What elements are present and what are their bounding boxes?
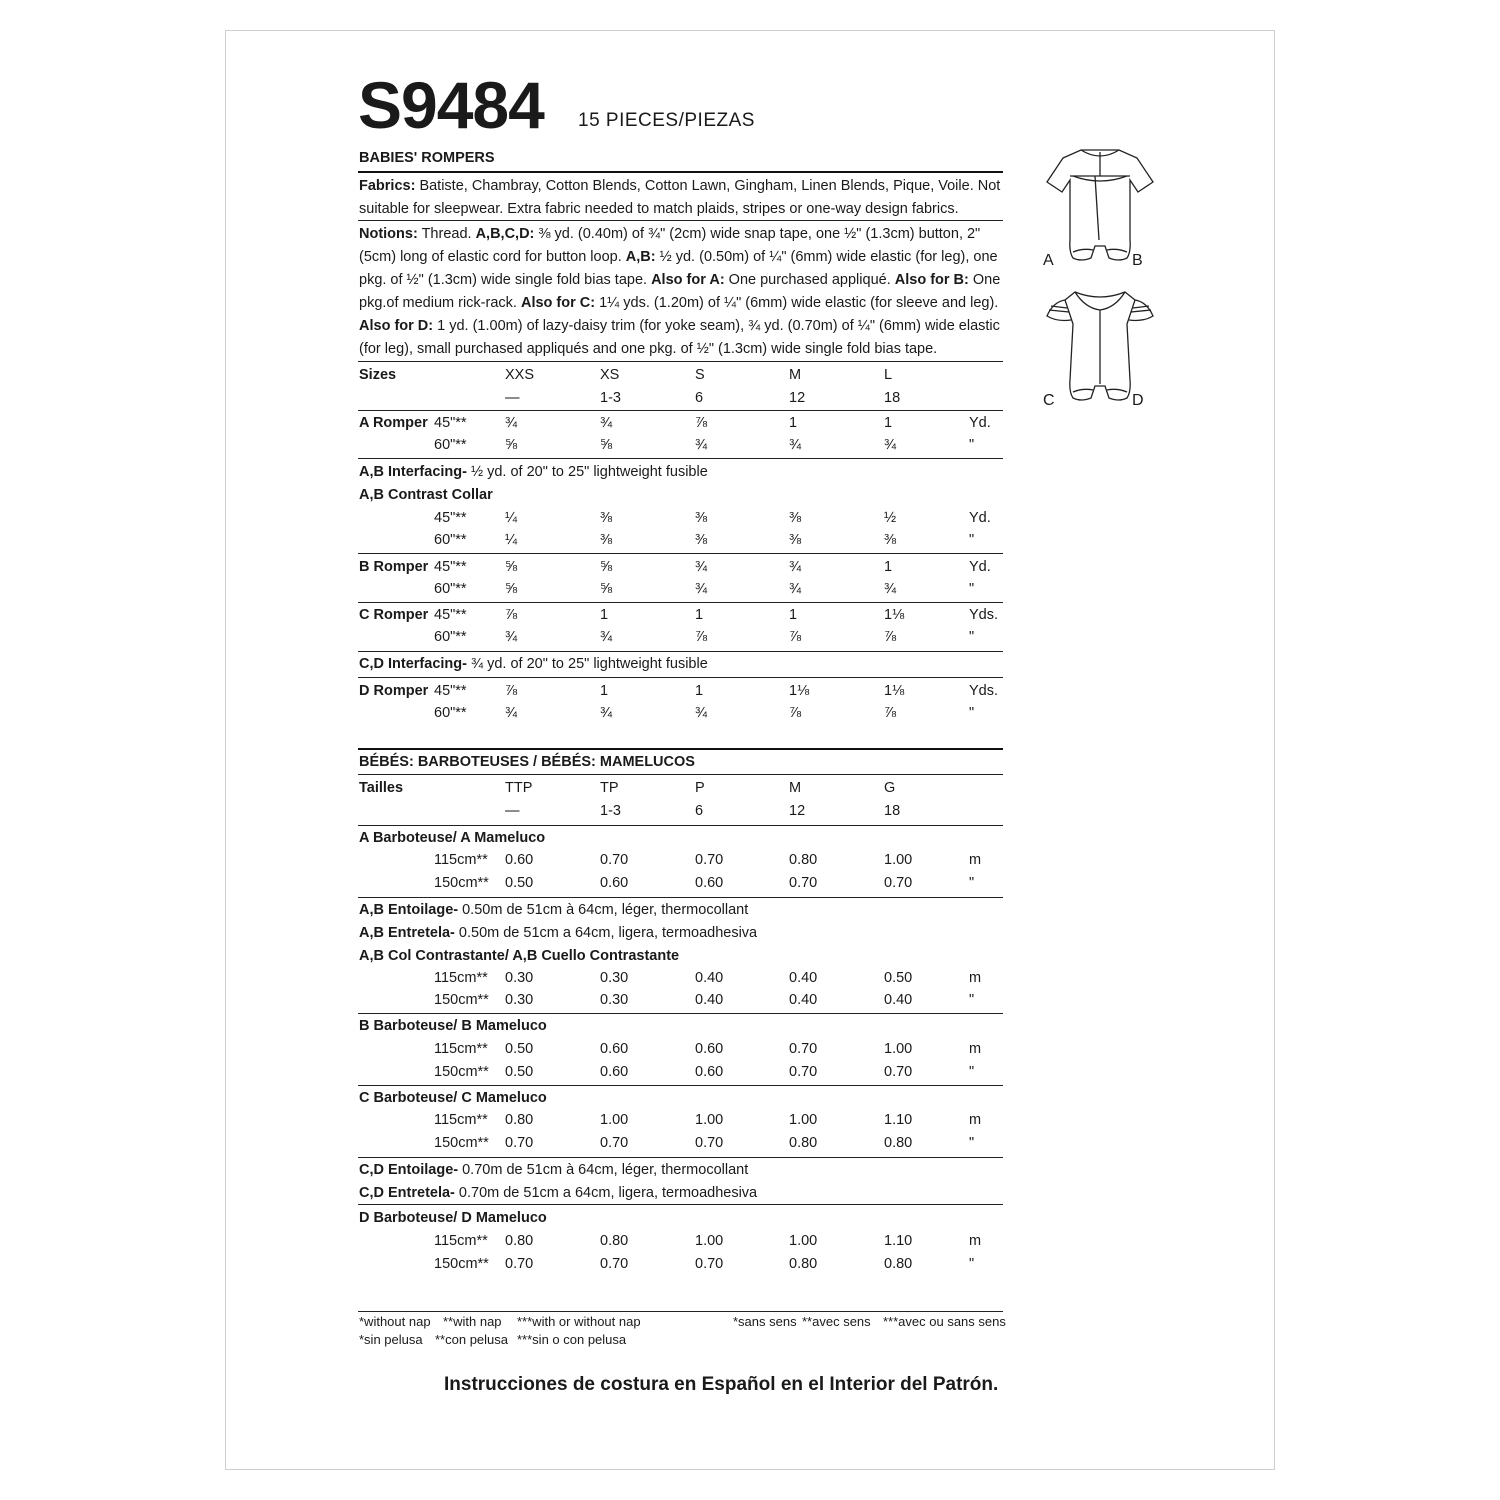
unit: ": [969, 532, 975, 548]
table-row: [359, 1135, 1003, 1157]
notion-text: Thread.: [417, 226, 476, 242]
yardage-value: ⅜: [600, 532, 613, 548]
entoilage-text: 0.50m de 51cm à 64cm, léger, thermocollant: [458, 902, 749, 918]
unit: m: [969, 1041, 982, 1057]
yardage-value: 1.10: [884, 1112, 913, 1128]
size-name: XS: [600, 367, 620, 383]
view-label-b: B: [1132, 252, 1143, 269]
row-label: B Romper: [359, 559, 429, 575]
yardage-value: 0.50: [884, 970, 913, 986]
yardage-value: ⅞: [695, 629, 708, 645]
footnote-es: ***sin o con pelusa: [517, 1332, 627, 1347]
notion-view-label: A,B:: [625, 249, 656, 265]
yardage-value: ¾: [695, 559, 708, 575]
yardage-value: ⅝: [600, 437, 613, 453]
unit: ": [969, 1135, 975, 1151]
yardage-value: ⅝: [600, 559, 613, 575]
yardage-value: 0.70: [600, 852, 629, 868]
footnote-fr: *sans sens: [733, 1314, 797, 1329]
yardage-value: 0.80: [789, 1256, 818, 1272]
fabric-width: 115cm**: [434, 970, 488, 986]
footnote-en: ***with or without nap: [517, 1314, 641, 1329]
fabric-width: 45"**: [434, 415, 467, 431]
notion-text: One purchased appliqué.: [724, 272, 895, 288]
yardage-value: ⅞: [695, 415, 708, 431]
fabric-width: 45"**: [434, 510, 467, 526]
yardage-value: 0.50: [505, 1041, 534, 1057]
yardage-value: 0.60: [695, 1041, 724, 1057]
size-name: M: [789, 780, 802, 796]
yardage-value: ⅝: [600, 581, 613, 597]
divider: [358, 458, 1003, 459]
divider: [358, 1157, 1003, 1158]
table-row: [359, 683, 1003, 705]
yardage-value: 0.30: [505, 970, 534, 986]
size-number: 6: [695, 390, 704, 406]
divider: [358, 897, 1003, 898]
sizes-label: Tailles: [359, 780, 404, 796]
yardage-value: ⅜: [789, 510, 802, 526]
footnote-fr: ***avec ou sans sens: [883, 1314, 1006, 1329]
notion-text: ½ yd. (0.50m) of ¼" (6mm) wide elastic (for leg), one pkg. of ½" (1.3cm) wide single fold bias tape.: [359, 249, 998, 288]
yardage-value: ¾: [600, 629, 613, 645]
divider: [358, 677, 1003, 678]
divider: [358, 361, 1003, 362]
cd-entoilage-line: [359, 1159, 1003, 1182]
yardage-value: ¾: [505, 415, 518, 431]
fabric-width: 150cm**: [434, 992, 489, 1008]
yardage-value: ¾: [884, 437, 897, 453]
yardage-value: 0.70: [789, 875, 818, 891]
unit: ": [969, 437, 975, 453]
table-row: [359, 629, 1003, 651]
footnote-en: **with nap: [443, 1314, 502, 1329]
fabric-width: 115cm**: [434, 852, 488, 868]
table-row: [359, 1064, 1003, 1086]
yardage-value: 1.00: [695, 1233, 724, 1249]
sizes-sub-row: [359, 803, 1003, 825]
entretela-label: C,D Entretela-: [359, 1185, 455, 1201]
unit: Yd.: [969, 559, 991, 575]
yardage-value: ⅞: [505, 683, 518, 699]
yardage-value: 1: [695, 607, 704, 623]
table-row: [359, 437, 1003, 459]
yardage-value: 0.70: [505, 1135, 534, 1151]
yardage-value: 0.70: [789, 1041, 818, 1057]
yardage-value: 1.10: [884, 1233, 913, 1249]
view-a-label: A Barboteuse/ A Mameluco: [359, 830, 546, 846]
yardage-value: 1.00: [695, 1112, 724, 1128]
view-label-d: D: [1132, 392, 1144, 409]
fabric-width: 150cm**: [434, 875, 489, 891]
yardage-value: 1: [884, 415, 893, 431]
table-row: [359, 970, 1003, 992]
yardage-value: 0.70: [695, 852, 724, 868]
yardage-value: ⅞: [505, 607, 518, 623]
yardage-value: ¾: [789, 437, 802, 453]
unit: ": [969, 629, 975, 645]
yardage-value: ⅞: [789, 629, 802, 645]
yardage-value: 0.70: [600, 1256, 629, 1272]
entoilage-label: A,B Entoilage-: [359, 902, 459, 918]
unit: ": [969, 875, 975, 891]
unit: m: [969, 852, 982, 868]
yardage-value: 0.50: [505, 875, 534, 891]
table-row: [359, 992, 1003, 1014]
yardage-value: ⅝: [505, 559, 518, 575]
yardage-value: 1⅛: [884, 683, 905, 699]
table-row: [359, 581, 1003, 603]
notion-view-label: A,B,C,D:: [475, 226, 535, 242]
size-name: G: [884, 780, 896, 796]
yardage-value: ¾: [789, 581, 802, 597]
interfacing-text: ½ yd. of 20" to 25" lightweight fusible: [466, 464, 708, 480]
divider: [358, 825, 1003, 826]
yardage-value: 0.60: [695, 1064, 724, 1080]
yardage-value: 0.60: [600, 875, 629, 891]
sizes-row: [359, 780, 1003, 802]
size-name: S: [695, 367, 705, 383]
romper-view-ab-drawing: [1035, 140, 1165, 270]
unit: Yds.: [969, 683, 999, 699]
yardage-value: 0.70: [884, 1064, 913, 1080]
fabric-width: 115cm**: [434, 1112, 488, 1128]
yardage-value: ¾: [695, 437, 708, 453]
yardage-value: 0.40: [789, 992, 818, 1008]
entoilage-text: 0.70m de 51cm à 64cm, léger, thermocollant: [458, 1162, 749, 1178]
yardage-value: 1.00: [789, 1233, 818, 1249]
yardage-value: ⅞: [789, 705, 802, 721]
table-row: [359, 1233, 1003, 1255]
table-row: [359, 705, 1003, 727]
divider: [358, 1085, 1003, 1086]
fabric-width: 150cm**: [434, 1135, 489, 1151]
fabric-width: 60"**: [434, 629, 467, 645]
notion-text: 1¼ yds. (1.20m) of ¼" (6mm) wide elastic (for sleeve and leg).: [595, 295, 999, 311]
interfacing-text: ¾ yd. of 20" to 25" lightweight fusible: [466, 656, 708, 672]
yardage-value: 1.00: [884, 1041, 913, 1057]
view-b-label: B Barboteuse/ B Mameluco: [359, 1018, 547, 1034]
size-number: —: [505, 803, 520, 819]
table-row: [359, 1041, 1003, 1063]
yardage-value: ½: [884, 510, 897, 526]
table-row: [359, 559, 1003, 581]
divider: [358, 1311, 1003, 1312]
yardage-value: 0.70: [695, 1256, 724, 1272]
size-name: M: [789, 367, 802, 383]
unit: m: [969, 1233, 982, 1249]
divider: [358, 410, 1003, 411]
size-number: 18: [884, 803, 901, 819]
yardage-value: ⅜: [789, 532, 802, 548]
yardage-value: ¾: [505, 705, 518, 721]
yardage-value: 1.00: [600, 1112, 629, 1128]
entretela-text: 0.50m de 51cm a 64cm, ligera, termoadhesiva: [454, 925, 758, 941]
notion-text: 1 yd. (1.00m) of lazy-daisy trim (for yoke seam), ¾ yd. (0.70m) of ¼" (6mm) wide elastic (for leg), small purchased appliqués and one pkg. of ½" (1.3cm) wide single fold bias tape.: [359, 318, 1000, 357]
yardage-value: ¼: [505, 510, 518, 526]
yardage-value: ¼: [505, 532, 518, 548]
divider: [358, 748, 1003, 750]
size-number: 1-3: [600, 803, 621, 819]
unit: ": [969, 1256, 975, 1272]
view-label-c: C: [1043, 392, 1055, 409]
yardage-value: 0.40: [789, 970, 818, 986]
ab-entoilage-line: [359, 899, 1003, 922]
table-row: [359, 510, 1003, 532]
yardage-value: 0.80: [884, 1256, 913, 1272]
unit: Yd.: [969, 415, 991, 431]
entretela-text: 0.70m de 51cm a 64cm, ligera, termoadhesiva: [454, 1185, 758, 1201]
yardage-value: ⅞: [884, 629, 897, 645]
yardage-value: 0.80: [600, 1233, 629, 1249]
unit: ": [969, 992, 975, 1008]
notion-view-label: Also for B:: [894, 272, 969, 288]
english-title: BABIES' ROMPERS: [359, 150, 495, 166]
yardage-value: 0.50: [505, 1064, 534, 1080]
sizes-row: [359, 367, 1003, 389]
sizes-label: Sizes: [359, 367, 397, 383]
footnote-fr: **avec sens: [802, 1314, 871, 1329]
notion-view-label: Also for C:: [520, 295, 596, 311]
notions-text: Notions: Thread. A,B,C,D: ⅜ yd. (0.40m) of ¾" (2cm) wide snap tape, one ½" (1.3cm) button, 2" (5cm) long of elastic cord for button loop. A,B: ½ yd. (0.50m) of ¼" (6mm) wide elastic (for leg), one pkg. of ½" (1.3cm) wide single fold bias tape. Also for A: One purchased appliqué. Also for B: One pkg.of medium rick-rack. Also for C: 1¼ yds. (1.20m) of ¼" (6mm) wide elastic (for sleeve and leg). Also for D: 1 yd. (1.00m) of lazy-daisy trim (for yoke seam), ¾ yd. (0.70m) of ¼" (6mm) wide elastic (for leg), small purchased appliqués and one pkg. of ½" (1.3cm) wide single fold bias tape.: [359, 226, 1001, 357]
size-name: TTP: [505, 780, 533, 796]
size-name: XXS: [505, 367, 535, 383]
yardage-value: 0.70: [600, 1135, 629, 1151]
ab-interfacing-line: [359, 461, 1003, 484]
yardage-value: ¾: [695, 705, 708, 721]
divider: [358, 602, 1003, 603]
yardage-value: 0.40: [695, 970, 724, 986]
yardage-value: 0.70: [884, 875, 913, 891]
yardage-value: 1: [789, 415, 798, 431]
table-row: [359, 415, 1003, 437]
yardage-value: 0.80: [884, 1135, 913, 1151]
yardage-value: ⅝: [505, 581, 518, 597]
sizes-sub-row: [359, 390, 1003, 412]
metric-title: BÉBÉS: BARBOTEUSES / BÉBÉS: MAMELUCOS: [359, 754, 695, 770]
divider: [358, 774, 1003, 775]
yardage-value: 1⅛: [884, 607, 905, 623]
unit: ": [969, 705, 975, 721]
yardage-value: ¾: [789, 559, 802, 575]
spanish-instructions-note: Instrucciones de costura en Español en el Interior del Patrón.: [444, 1374, 999, 1395]
yardage-value: 1: [789, 607, 798, 623]
entoilage-label: C,D Entoilage-: [359, 1162, 459, 1178]
yardage-value: ⅜: [695, 532, 708, 548]
yardage-value: 1.00: [884, 852, 913, 868]
row-label: C Romper: [359, 607, 429, 623]
pattern-number: S9484: [358, 68, 544, 142]
unit: Yd.: [969, 510, 991, 526]
piece-count: 15 PIECES/PIEZAS: [578, 110, 755, 131]
entretela-label: A,B Entretela-: [359, 925, 455, 941]
divider: [358, 553, 1003, 554]
table-row: [359, 532, 1003, 554]
unit: ": [969, 581, 975, 597]
divider: [358, 1204, 1003, 1205]
fabric-width: 150cm**: [434, 1064, 489, 1080]
footnote-es: **con pelusa: [435, 1332, 508, 1347]
yardage-value: 0.80: [789, 852, 818, 868]
yardage-value: 0.80: [505, 1233, 534, 1249]
size-number: 12: [789, 390, 806, 406]
yardage-value: ¾: [884, 581, 897, 597]
ab-contrast-collar-label: A,B Contrast Collar: [359, 487, 493, 503]
yardage-value: 0.40: [695, 992, 724, 1008]
ab-col-label: A,B Col Contrastante/ A,B Cuello Contrastante: [359, 948, 680, 964]
row-label: A Romper: [359, 415, 428, 431]
size-number: 6: [695, 803, 704, 819]
yardage-value: ¾: [505, 629, 518, 645]
size-name: P: [695, 780, 705, 796]
yardage-value: 0.60: [600, 1041, 629, 1057]
yardage-value: 0.60: [505, 852, 534, 868]
fabric-width: 45"**: [434, 559, 467, 575]
yardage-value: ⅞: [884, 705, 897, 721]
yardage-value: ⅝: [505, 437, 518, 453]
view-c-label: C Barboteuse/ C Mameluco: [359, 1090, 547, 1106]
fabric-width: 115cm**: [434, 1233, 488, 1249]
yardage-value: ⅜: [695, 510, 708, 526]
romper-view-cd-drawing: [1035, 280, 1165, 410]
size-number: 12: [789, 803, 806, 819]
yardage-value: 1: [600, 683, 609, 699]
yardage-value: 0.70: [695, 1135, 724, 1151]
footnote-es: *sin pelusa: [359, 1332, 423, 1347]
yardage-value: ¾: [695, 581, 708, 597]
table-row: [359, 607, 1003, 629]
yardage-value: 0.40: [884, 992, 913, 1008]
view-d-label: D Barboteuse/ D Mameluco: [359, 1210, 547, 1226]
cd-entretela-line: [359, 1182, 1003, 1205]
yardage-value: 0.80: [505, 1112, 534, 1128]
yardage-value: 0.60: [600, 1064, 629, 1080]
cd-interfacing-line: [359, 653, 1003, 676]
size-number: —: [505, 390, 520, 406]
yardage-value: 0.80: [789, 1135, 818, 1151]
ab-entretela-line: [359, 922, 1003, 945]
yardage-value: 1: [695, 683, 704, 699]
view-label-a: A: [1043, 252, 1054, 269]
yardage-value: 0.30: [505, 992, 534, 1008]
yardage-value: ⅜: [600, 510, 613, 526]
yardage-value: 1⅛: [789, 683, 810, 699]
size-name: TP: [600, 780, 619, 796]
row-label: D Romper: [359, 683, 429, 699]
unit: m: [969, 970, 982, 986]
fabric-width: 60"**: [434, 705, 467, 721]
fabric-width: 45"**: [434, 607, 467, 623]
fabric-width: 60"**: [434, 437, 467, 453]
yardage-value: 1.00: [789, 1112, 818, 1128]
yardage-value: 1: [884, 559, 893, 575]
size-name: L: [884, 367, 893, 383]
notion-text: One pkg.of medium rick-rack.: [359, 272, 1001, 311]
table-row: [359, 852, 1003, 874]
unit: Yds.: [969, 607, 999, 623]
yardage-value: 1: [600, 607, 609, 623]
fabric-width: 60"**: [434, 532, 467, 548]
divider: [358, 651, 1003, 652]
table-row: [359, 1256, 1003, 1278]
yardage-value: 0.30: [600, 992, 629, 1008]
fabric-width: 115cm**: [434, 1041, 488, 1057]
interfacing-label: C,D Interfacing-: [359, 656, 467, 672]
fabric-width: 150cm**: [434, 1256, 489, 1272]
yardage-value: ¾: [600, 705, 613, 721]
unit: m: [969, 1112, 982, 1128]
yardage-value: ¾: [600, 415, 613, 431]
notion-text: ⅜ yd. (0.40m) of ¾" (2cm) wide snap tape, one ½" (1.3cm) button, 2" (5cm) long of elastic cord for button loop.: [359, 226, 981, 265]
fabrics-text: Fabrics: Batiste, Chambray, Cotton Blends, Cotton Lawn, Gingham, Linen Blends, Pique, Voile. Not suitable for sleepwear. Extra fabric needed to match plaids, stripes or one-way design fabrics.: [359, 178, 1001, 217]
interfacing-label: A,B Interfacing-: [359, 464, 467, 480]
size-number: 1-3: [600, 390, 621, 406]
yardage-value: 0.30: [600, 970, 629, 986]
divider: [358, 171, 1003, 173]
notion-view-label: Also for A:: [651, 272, 725, 288]
table-row: [359, 875, 1003, 897]
yardage-value: 0.60: [695, 875, 724, 891]
yardage-value: 0.70: [789, 1064, 818, 1080]
divider: [358, 220, 1003, 221]
table-row: [359, 1112, 1003, 1134]
yardage-value: 0.70: [505, 1256, 534, 1272]
notion-view-label: Also for D:: [359, 318, 434, 334]
yardage-value: ⅜: [884, 532, 897, 548]
fabric-width: 60"**: [434, 581, 467, 597]
footnote-en: *without nap: [359, 1314, 431, 1329]
unit: ": [969, 1064, 975, 1080]
size-number: 18: [884, 390, 901, 406]
fabric-width: 45"**: [434, 683, 467, 699]
divider: [358, 1013, 1003, 1014]
